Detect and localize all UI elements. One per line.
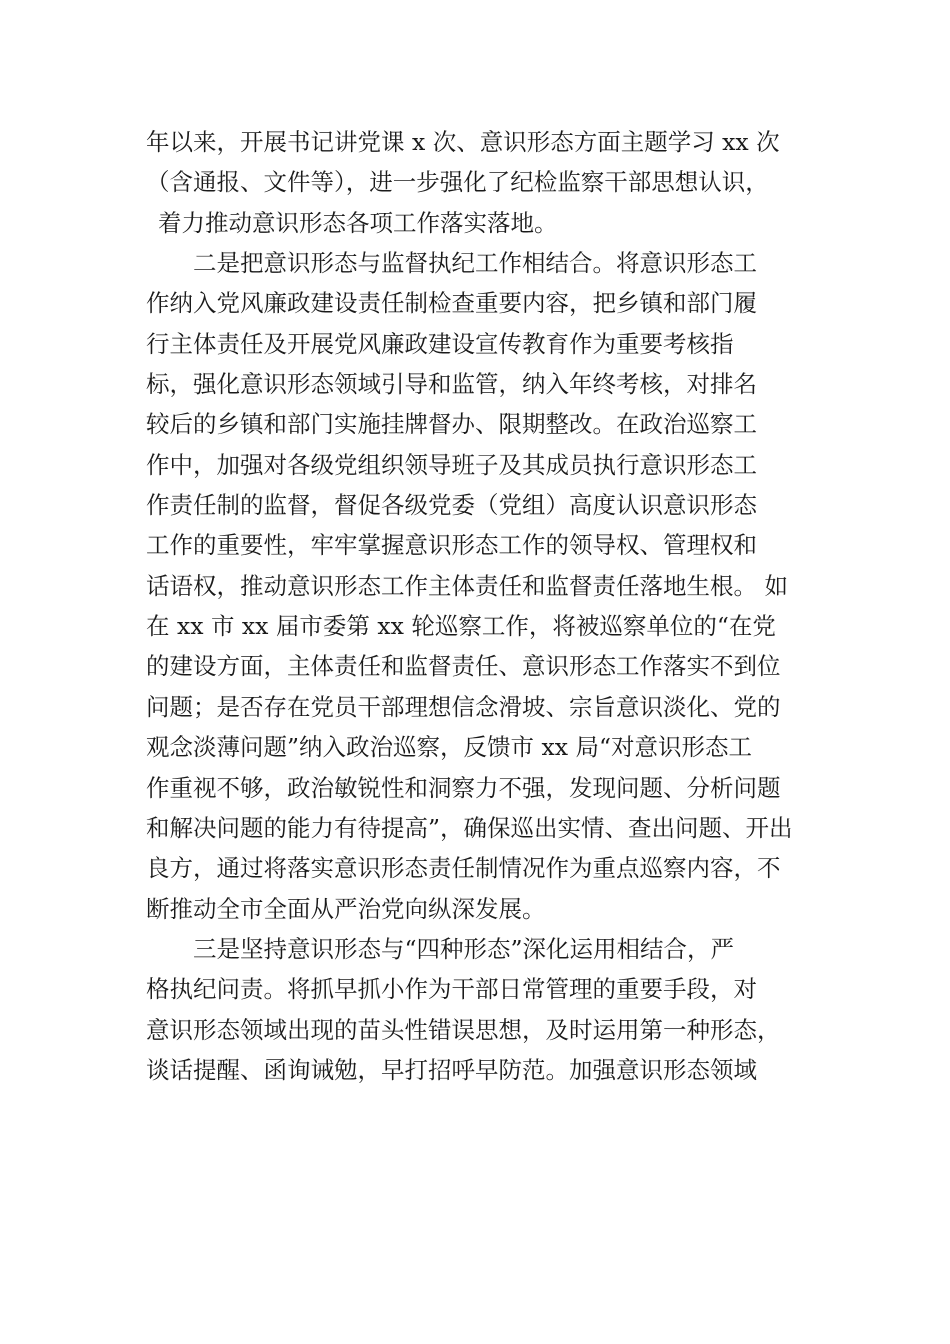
text-line: 作责任制的监督，督促各级党委（党组）高度认识意识形态 bbox=[146, 491, 757, 520]
text-line: （含通报、文件等），进一步强化了纪检监察干部思想认识， bbox=[146, 168, 769, 197]
text-line: 良方，通过将落实意识形态责任制情况作为重点巡察内容，不 bbox=[146, 854, 781, 883]
text-line: 断推动全市全面从严治党向纵深发展。 bbox=[146, 894, 546, 923]
text-line: 作纳入党风廉政建设责任制检查重要内容，把乡镇和部门履 bbox=[146, 289, 757, 318]
paragraph-start-line: 三是坚持意识形态与“四种形态”深化运用相结合，严 bbox=[193, 934, 735, 963]
text-line: 行主体责任及开展党风廉政建设宣传教育作为重要考核指 bbox=[146, 329, 734, 358]
body-text bbox=[146, 122, 836, 1090]
text-line: 较后的乡镇和部门实施挂牌督办、限期整改。在政治巡察工 bbox=[146, 410, 757, 439]
text-line: 在 xx 市 xx 届市委第 xx 轮巡察工作，将被巡察单位的“在党 bbox=[146, 612, 776, 641]
text-line: 作中，加强对各级党组织领导班子及其成员执行意识形态工 bbox=[146, 450, 757, 479]
text-line: 标，强化意识形态领域引导和监管，纳入年终考核，对排名 bbox=[146, 370, 757, 399]
text-line: 观念淡薄问题”纳入政治巡察，反馈市 xx 局“对意识形态工 bbox=[146, 733, 752, 762]
text-line: 和解决问题的能力有待提高”，确保巡出实情、查出问题、开出 bbox=[146, 813, 793, 842]
text-line: 格执纪问责。将抓早抓小作为干部日常管理的重要手段，对 bbox=[146, 975, 757, 1004]
text-line: 话语权，推动意识形态工作主体责任和监督责任落地生根。 如 bbox=[146, 571, 788, 600]
text-line: 的建设方面，主体责任和监督责任、意识形态工作落实不到位 bbox=[146, 652, 781, 681]
paragraph-start-line: 二是把意识形态与监督执纪工作相结合。将意识形态工 bbox=[193, 249, 757, 278]
text-line: 谈话提醒、函询诫勉，早打招呼早防范。加强意识形态领域 bbox=[146, 1055, 757, 1084]
text-line: 作重视不够，政治敏锐性和洞察力不强，发现问题、分析问题 bbox=[146, 773, 781, 802]
text-line: 年以来，开展书记讲党课 x 次、意识形态方面主题学习 xx 次 bbox=[146, 128, 780, 156]
text-line: 工作的重要性，牢牢掌握意识形态工作的领导权、管理权和 bbox=[146, 531, 757, 560]
text-line: 意识形态领域出现的苗头性错误思想，及时运用第一种形态， bbox=[146, 1015, 781, 1044]
text-line: 着力推动意识形态各项工作落实落地。 bbox=[158, 208, 558, 237]
text-line: 问题；是否存在党员干部理想信念滑坡、宗旨意识淡化、党的 bbox=[146, 692, 781, 721]
